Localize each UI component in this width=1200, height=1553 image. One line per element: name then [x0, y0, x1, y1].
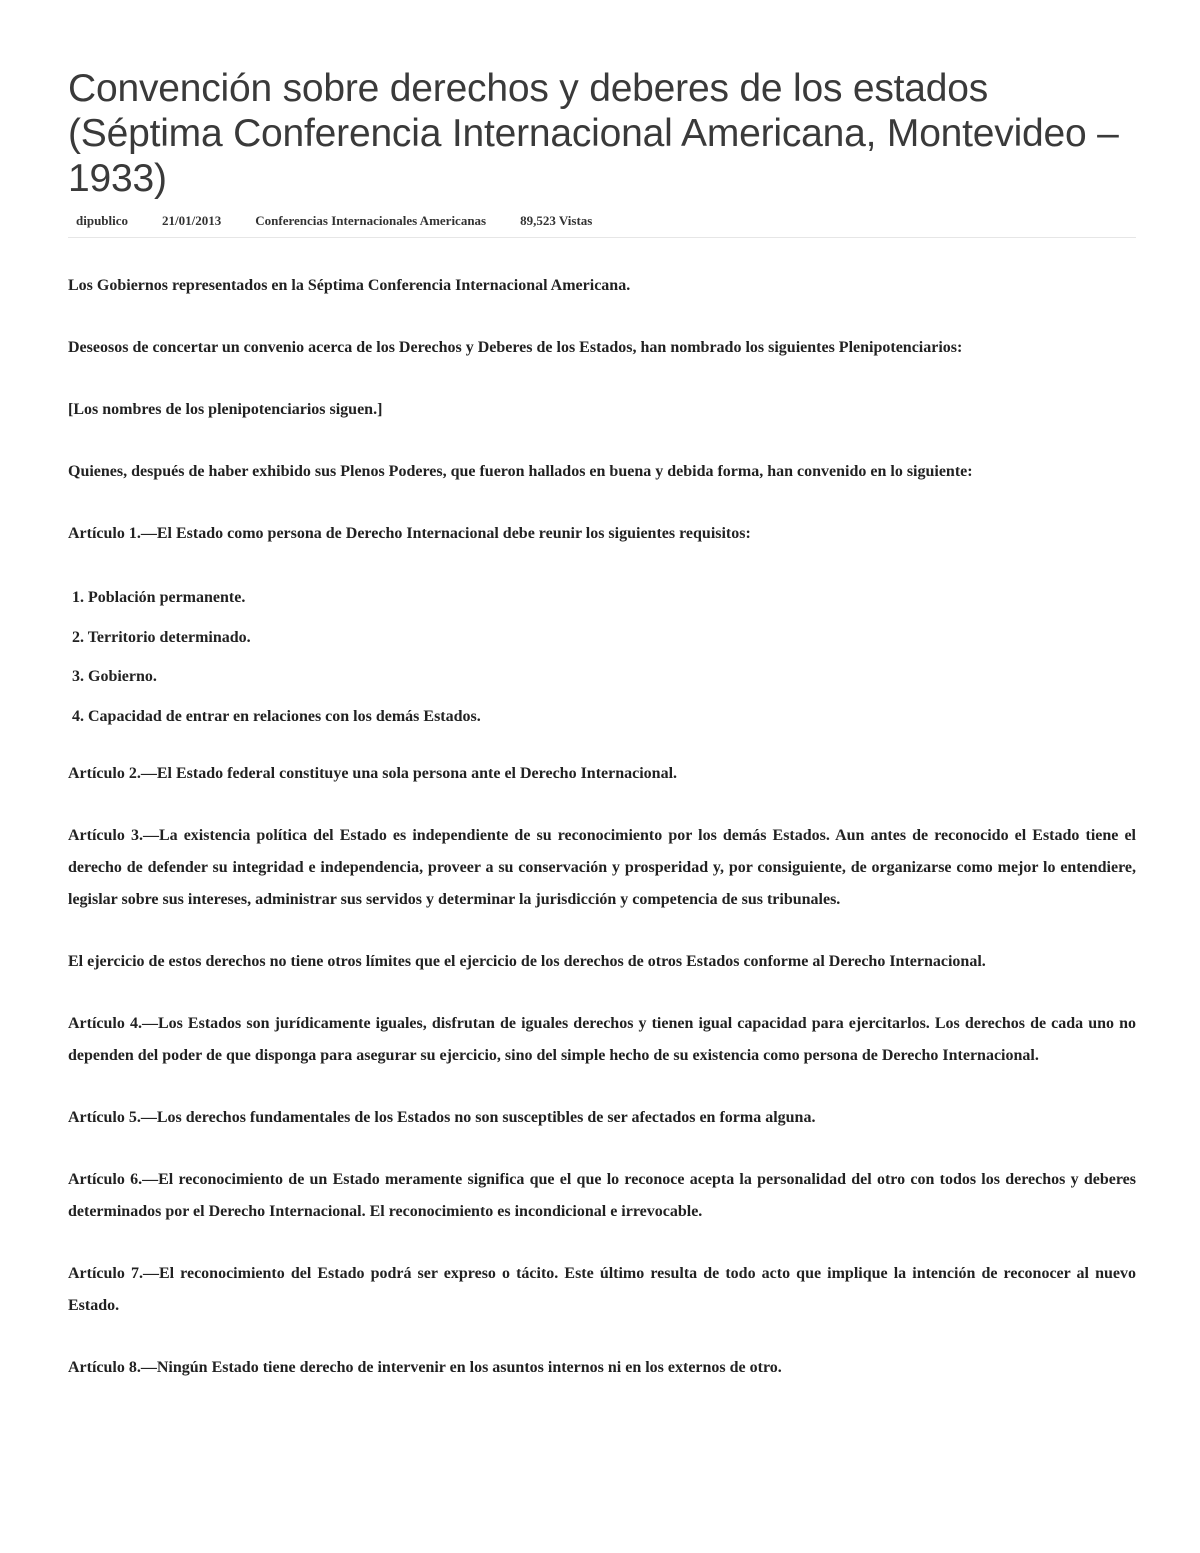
article-meta: [68, 213, 1136, 238]
list-item: 1. Población permanente.: [72, 589, 246, 606]
article-body: [68, 270, 1136, 1384]
article-1: Artículo 1.—El Estado como persona de Derecho Internacional debe reunir los siguientes requisitos:: [68, 525, 751, 542]
paragraph: [Los nombres de los plenipotenciarios siguen.]: [68, 401, 383, 418]
paragraph: Quienes, después de haber exhibido sus Plenos Poderes, que fueron hallados en buena y debida forma, han convenido en lo siguiente:: [68, 463, 973, 480]
article-2: Artículo 2.—El Estado federal constituye una sola persona ante el Derecho Internacional.: [68, 765, 678, 782]
paragraph: Deseosos de concertar un convenio acerca de los Derechos y Deberes de los Estados, han nombrado los siguientes Plenipotenciarios:: [68, 339, 963, 356]
article-title: Convención sobre derechos y deberes de los estados (Séptima Conferencia Internacional Americana, Montevideo – 1933): [68, 67, 1119, 200]
category-link[interactable]: Conferencias Internacionales Americanas: [255, 213, 487, 228]
article-6: Artículo 6.—El reconocimiento de un Estado meramente significa que el que lo reconoce acepta la personalidad del otro con todos los derechos y deberes determinados por el Derecho Internacional. El reconocimiento es incondicional e irrevocable.: [68, 1171, 1136, 1220]
article-8: Artículo 8.—Ningún Estado tiene derecho de intervenir en los asuntos internos ni en los externos de otro.: [68, 1359, 782, 1376]
view-count: 89,523 Vistas: [520, 213, 593, 228]
list-item: 2. Territorio determinado.: [72, 628, 251, 646]
article-3: Artículo 3.—La existencia política del Estado es independiente de su reconocimiento por los demás Estados. Aun antes de reconocido el Estado tiene el derecho de defender su integridad e independencia, proveer a su conservación y prosperidad y, por consiguiente, de organizarse como mejor lo entendiere, legislar sobre sus intereses, administrar sus servidos y determinar la jurisdicción y competencia de sus tribunales.: [68, 827, 1136, 908]
list-item: 3. Gobierno.: [72, 668, 157, 685]
paragraph: Los Gobiernos representados en la Séptima Conferencia Internacional Americana.: [68, 277, 631, 294]
article-4: Artículo 4.—Los Estados son jurídicamente iguales, disfrutan de iguales derechos y tienen igual capacidad para ejercitarlos. Los derechos de cada uno no dependen del poder de que disponga para asegurar su ejercicio, sino del simple hecho de su existencia como persona de Derecho Internacional.: [68, 1015, 1136, 1064]
article-page: [68, 66, 1136, 1376]
author-link[interactable]: dipublico: [76, 213, 129, 228]
requirements-list: [68, 578, 1136, 736]
article-5: Artículo 5.—Los derechos fundamentales de los Estados no son susceptibles de ser afectados en forma alguna.: [68, 1109, 816, 1126]
article-7: Artículo 7.—El reconocimiento del Estado podrá ser expreso o tácito. Este último resulta de todo acto que implique la intención de reconocer al nuevo Estado.: [68, 1265, 1136, 1314]
list-item: 4. Capacidad de entrar en relaciones con los demás Estados.: [72, 707, 481, 725]
publish-date: 21/01/2013: [162, 213, 222, 228]
article-3-continued: El ejercicio de estos derechos no tiene otros límites que el ejercicio de los derechos de otros Estados conforme al Derecho Internacional.: [68, 953, 986, 970]
